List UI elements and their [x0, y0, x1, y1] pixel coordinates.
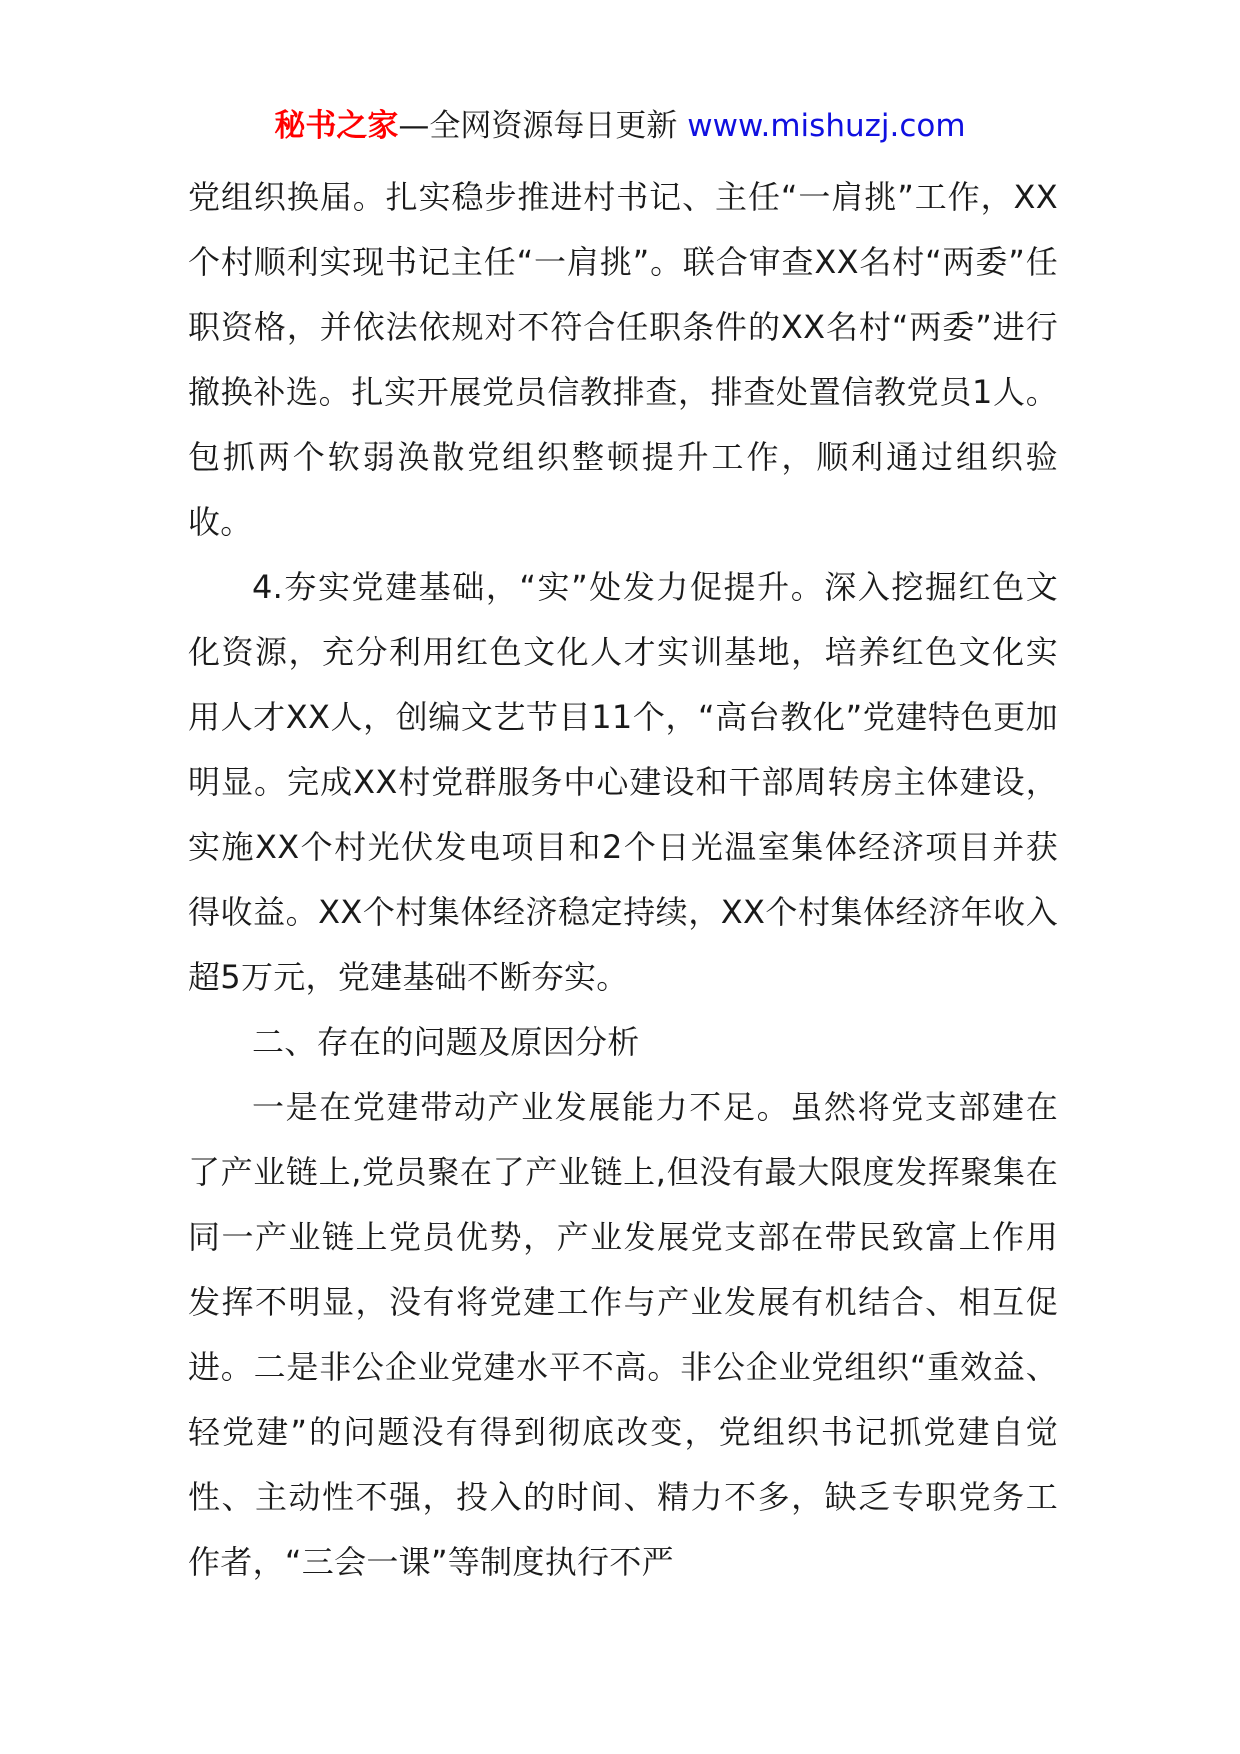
paragraph-foundation: 4.夯实党建基础，“实”处发力促提升。深入挖掘红色文化资源，充分利用红色文化人才实训基地，培养红色文化实用人才XX人，创编文艺节目11个，“高台教化”党建特色更加明显。完成XX村党群服务中心建设和干部周转房主体建设，实施XX个村光伏发电项目和2个日光温室集体经济项目并获得收益。XX个村集体经济稳定持续，XX个村集体经济年收入超5万元，党建基础不断夯实。: [188, 568, 1058, 996]
brand-name: 秘书之家: [274, 108, 399, 144]
section-heading-problems: 二、存在的问题及原因分析: [252, 1023, 640, 1061]
site-url-link[interactable]: www.mishuzj.com: [687, 108, 966, 144]
paragraph-problems: 一是在党建带动产业发展能力不足。虽然将党支部建在了产业链上,党员聚在了产业链上,但没有最大限度发挥聚集在同一产业链上党员优势，产业发展党支部在带民致富上作用发挥不明显，没有将党建工作与产业发展有机结合、相互促进。二是非公企业党建水平不高。非公企业党组织“重效益、轻党建”的问题没有得到彻底改变，党组织书记抓党建自觉性、主动性不强，投入的时间、精力不多，缺乏专职党务工作者，“三会一课”等制度执行不严: [188, 1088, 1058, 1581]
paragraph-election: 党组织换届。扎实稳步推进村书记、主任“一肩挑”工作，XX个村顺利实现书记主任“一肩挑”。联合审查XX名村“两委”任职资格，并依法依规对不符合任职条件的XX名村“两委”进行撤换补选。扎实开展党员信教排查，排查处置信教党员1人。包抓两个软弱涣散党组织整顿提升工作，顺利通过组织验收。: [188, 178, 1058, 541]
header-slogan: —全网资源每日更新: [398, 108, 678, 144]
document-body: [188, 165, 1058, 1595]
site-header: [0, 104, 1240, 148]
